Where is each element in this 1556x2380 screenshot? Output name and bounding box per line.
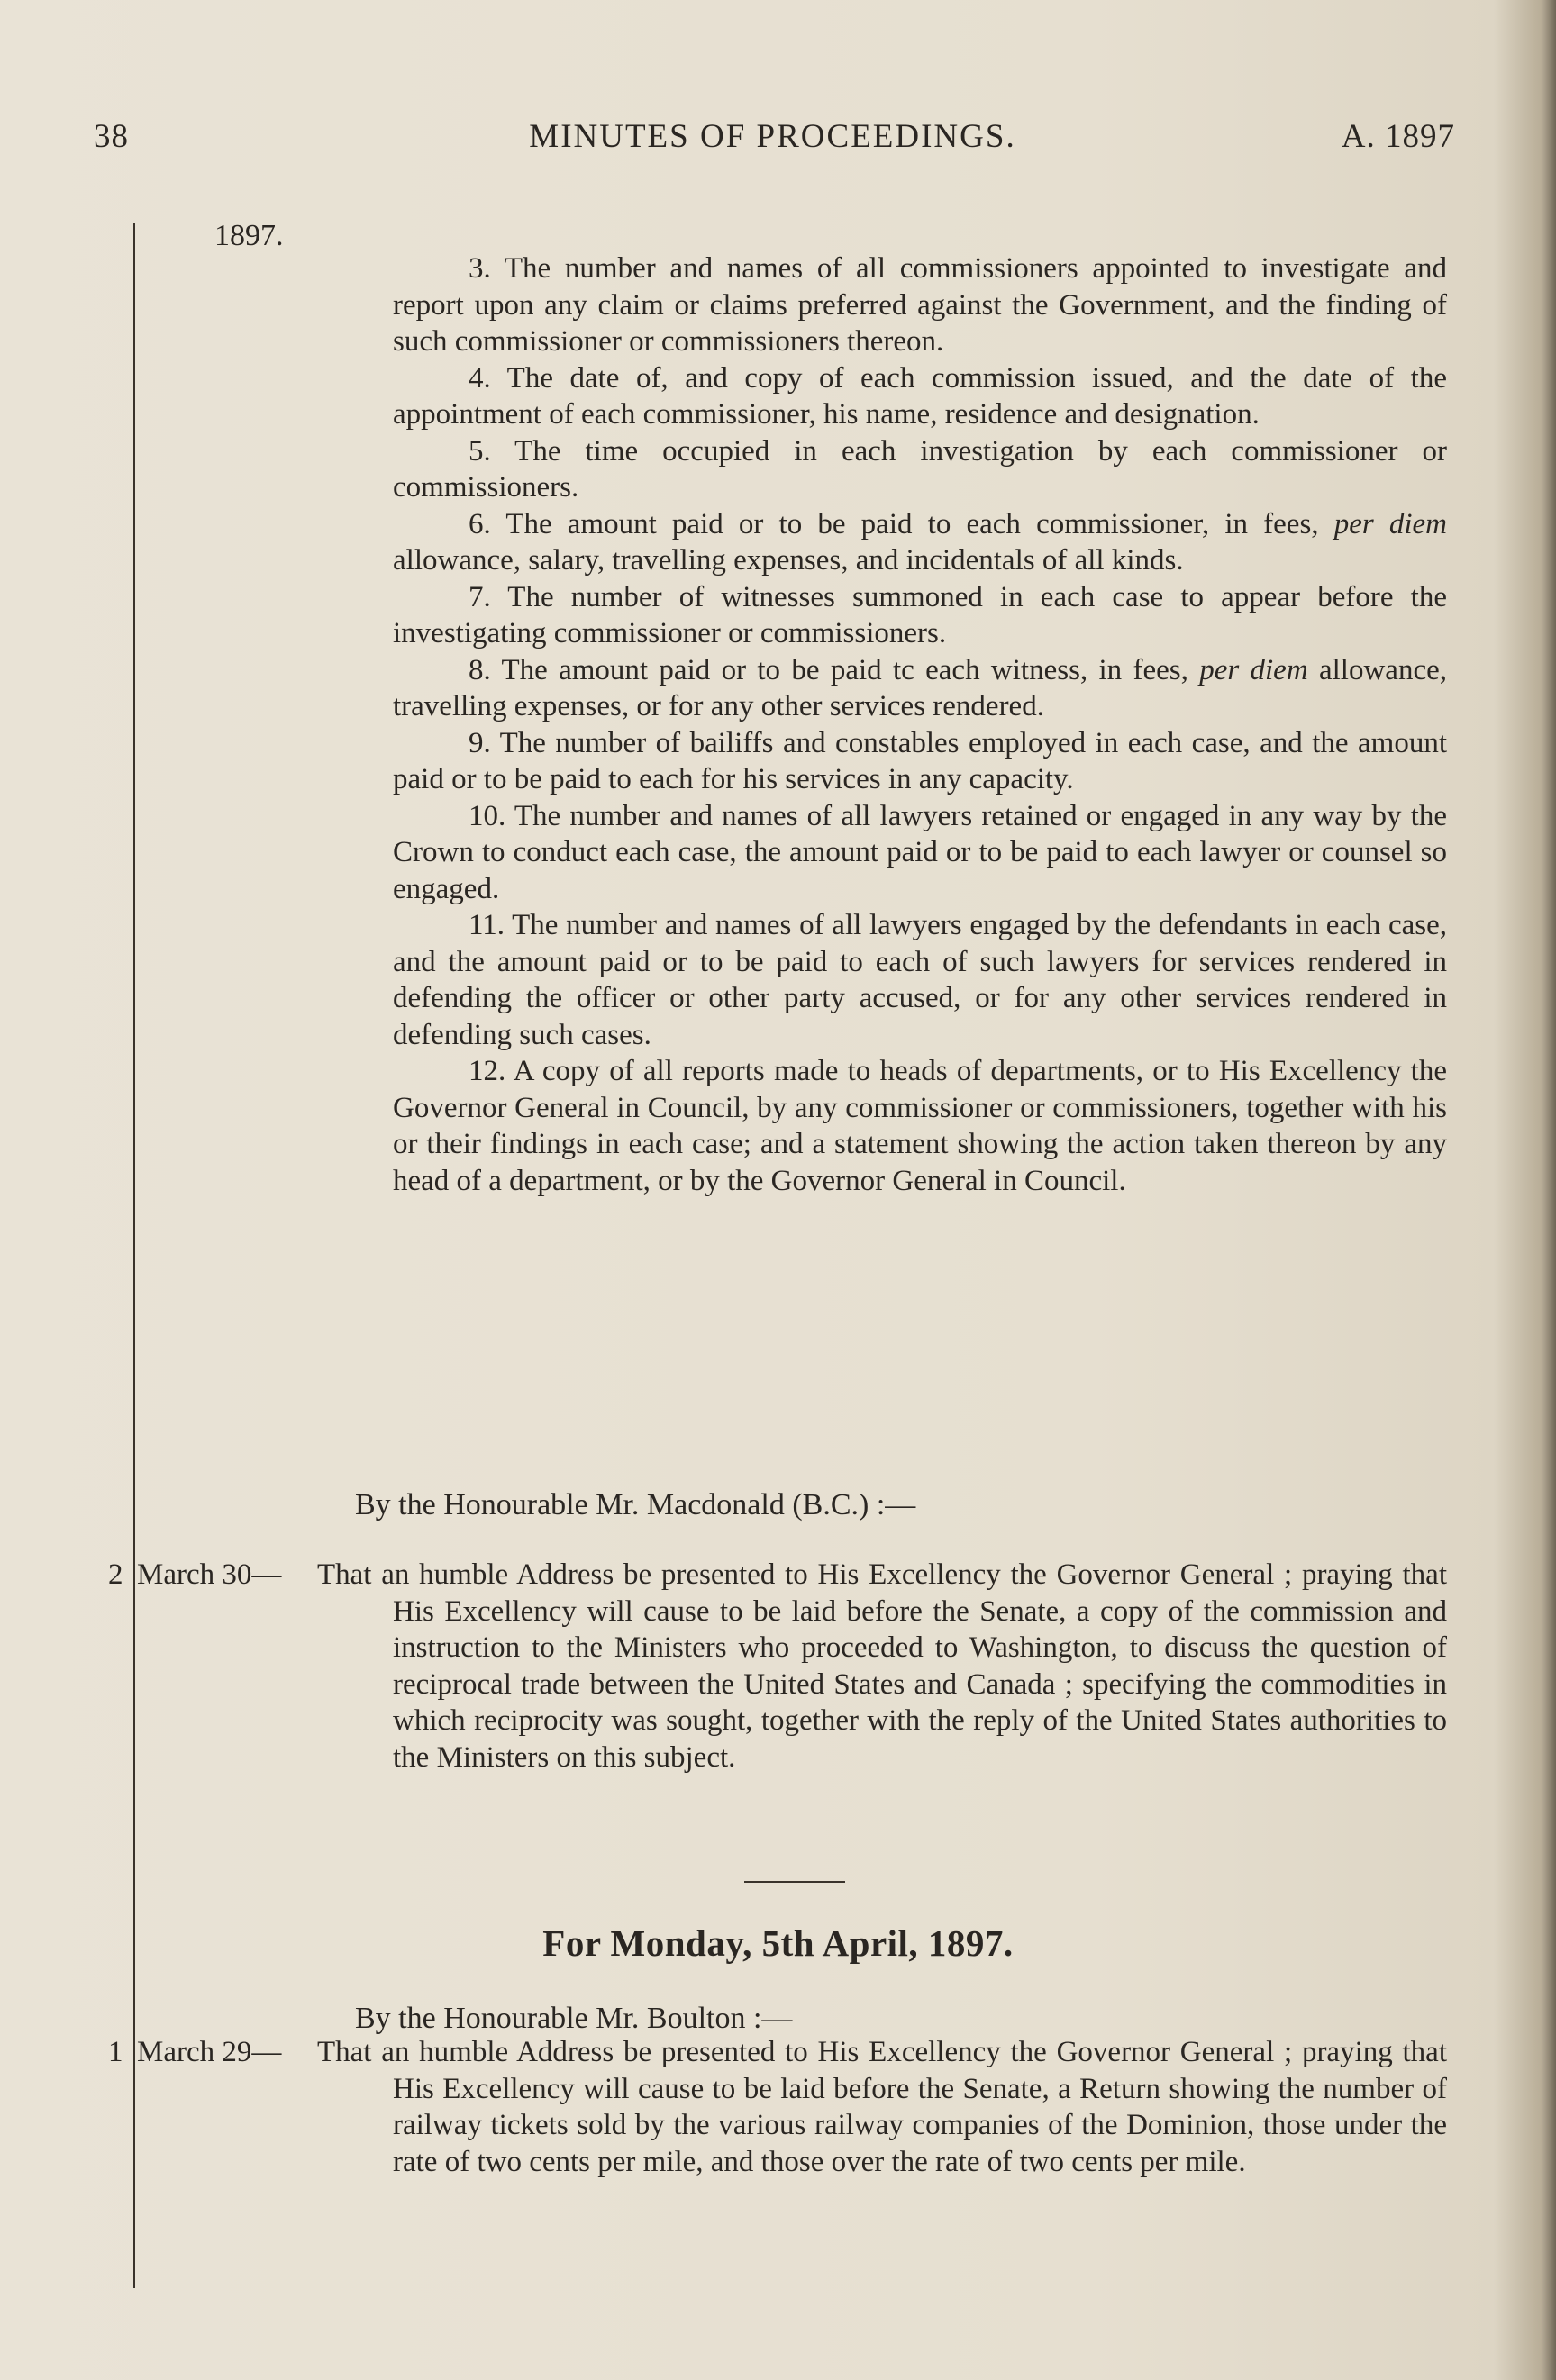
page-header [90,117,1455,162]
motion-2-text: That an humble Address be presented to His Excellency the Governor General ; praying that His Excellency will cause to be laid before the Senate, a Return showing the number of railway tickets sold by the various railway companies of the Dominion, those under the rate of two cents per mile, and those over the rate of two cents per mile. [317,2036,1447,2178]
margin-rule [133,1919,135,2288]
item-5: 5. The time occupied in each investigation by each commissioner or commissioners. [393,434,1447,504]
section-divider [744,1881,845,1883]
margin-rule [133,223,135,1921]
motion-number: 1 [108,2036,123,2068]
section-title: For Monday, 5th April, 1897. [542,1922,1014,1964]
item-4: 4. The date of, and copy of each commission issued, and the date of the appointment of each commissioner, his name, residence and designation. [393,361,1447,431]
mover-heading: By the Honourable Mr. Boulton :— [355,2002,793,2035]
binding-edge [1542,0,1556,2380]
item-11: 11. The number and names of all lawyers engaged by the defendants in each case, and the amount paid or to be paid to each of such lawyers for services rendered in defending the officer or other party accused, or for any other services rendered in defending such cases. [393,909,1447,1051]
page-number: 38 [94,118,129,155]
motion-2-body [317,2034,1447,2180]
motion-1-text: That an humble Address be presented to His Excellency the Governor General ; praying that His Excellency will cause to be laid before the Senate, a copy of the commission and instruction to the Ministers who proceeded to Washington, to discuss the question of reciprocal trade between the United States and Canada ; specifying the commodities in which reciprocity was sought, together with the reply of the United States authorities to the Ministers on this subject. [317,1558,1447,1774]
item-12: 12. A copy of all reports made to heads of departments, or to His Excellency the Governor General in Council, by any commissioner or commissioners, together with his or their findings in each case; and a statement showing the action taken thereon by any head of a department, or by the Governor General in Council. [393,1055,1447,1197]
margin-year: 1897. [214,219,284,252]
motion-date: March 30— [137,1558,282,1591]
motion-date: March 29— [137,2036,282,2068]
item-3: 3. The number and names of all commissioners appointed to investigate and report upon any claim or claims preferred against the Government, and the finding of such commissioner or commissioners thereon. [393,252,1447,358]
running-title: MINUTES OF PROCEEDINGS. [529,118,1016,155]
item-7: 7. The number of witnesses summoned in each case to appear before the investigating commissioner or commissioners. [393,580,1447,650]
item-6: 6. The amount paid or to be paid to each commissioner, in fees, per diem allowance, salary, travelling expenses, and incidentals of all kinds. [393,507,1448,577]
motion-1-body [317,1557,1447,1776]
item-9: 9. The number of bailiffs and constables employed in each case, and the amount paid or to be paid to each for his services in any capacity. [393,726,1447,795]
numbered-items [393,250,1447,1199]
item-10: 10. The number and names of all lawyers retained or engaged in any way by the Crown to conduct each case, the amount paid or to be paid to each lawyer or counsel so engaged. [393,799,1447,905]
motion-number: 2 [108,1558,123,1591]
year-reference: A. 1897 [1341,118,1455,155]
item-8: 8. The amount paid or to be paid tc each witness, in fees, per diem allowance, travelling expenses, or for any other services rendered. [393,653,1447,722]
mover-heading: By the Honourable Mr. Macdonald (B.C.) :— [355,1488,916,1522]
